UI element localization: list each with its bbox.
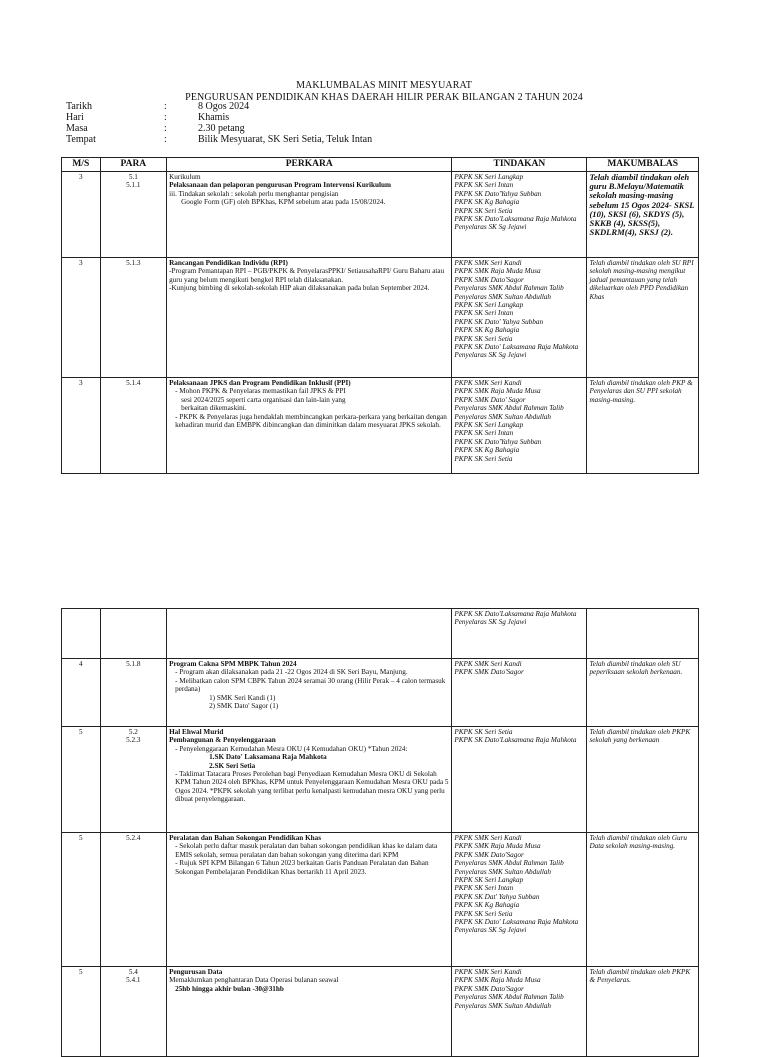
tindakan-item: PKPK SK Dato'Yahya Subban xyxy=(454,437,542,446)
para-number: 5.4.1 xyxy=(126,976,141,985)
cell-makumbalas xyxy=(587,659,699,727)
tindakan-item: PKPK SK Seri Langkap xyxy=(454,173,524,181)
tindakan-item: Penyelaras SK Sg Jejawi xyxy=(454,926,527,935)
perkara-line: iii. Tindakan sekolah : sekolah perlu menghantar pengisian xyxy=(169,189,339,198)
cell-tindakan xyxy=(452,258,587,378)
tindakan-item: Penyelaras SMK Sultan Abdullah xyxy=(454,292,552,301)
cell-ms: 3 xyxy=(62,378,101,474)
meta-colon: : xyxy=(164,101,167,112)
tindakan-item: PKPK SMK Dato'Sagor xyxy=(454,850,524,859)
perkara-line: Memaklumkan penghantaran Data Operasi bulanan seawal xyxy=(169,976,339,985)
para-number: 5.2.3 xyxy=(126,736,141,745)
perkara-line: - Taklimat Tatacara Proses Perolehan bagi Penyediaan Kemudahan Mesra OKU di Sekolah KPM Tahun 2024 oleh BPKhas, KPM untuk Penyelenggaraan Kemudahan Mesra OKU pada 5 Ogos 2024. *PKPK sekolah yang terlibat perlu kenalpasti kemudahan mesra OKU yang perlu dibuat penyelenggaraan. xyxy=(175,770,449,804)
perkara-line: - Penyelenggaraan Kemudahan Mesra OKU (4 Kemudahan OKU) *Tahun 2024: xyxy=(175,744,408,753)
cell-tindakan xyxy=(452,378,587,474)
cell-ms xyxy=(62,609,101,659)
para-number: 5.2 xyxy=(128,728,138,736)
meta-row xyxy=(66,123,372,134)
tindakan-item: Penyelaras SK Sg Jejawi xyxy=(454,223,527,232)
cell-makumbalas xyxy=(587,727,699,833)
cell-perkara xyxy=(167,967,452,1057)
tindakan-item: PKPK SK Seri Setia xyxy=(454,206,513,215)
meta-value: Bilik Mesyuarat, SK Seri Setia, Teluk Intan xyxy=(198,134,373,145)
perkara-line: 2.SK Seri Setia xyxy=(209,761,256,770)
table-header-row xyxy=(62,158,699,172)
header-perkara: PERKARA xyxy=(167,158,452,172)
cell-tindakan xyxy=(452,172,587,258)
tindakan-item: PKPK SK Seri Langkap xyxy=(454,876,524,885)
meta-row xyxy=(66,101,372,112)
cell-makumbalas xyxy=(587,378,699,474)
para-number: 5.1.3 xyxy=(126,259,141,267)
cell-para xyxy=(100,258,166,378)
makumbalas-text: Telah diambil tindakan oleh SU peperiksaan sekolah berkenaan. xyxy=(589,660,683,677)
tindakan-item: PKPK SK Kg Bahagia xyxy=(454,901,520,910)
tindakan-item: PKPK SK Dato'Yahya Subban xyxy=(454,189,542,198)
tindakan-item: PKPK SMK Seri Kandi xyxy=(454,379,522,387)
tindakan-item: PKPK SK Seri Intan xyxy=(454,181,514,190)
cell-para xyxy=(100,172,166,258)
perkara-line: Rancangan Pendidikan Individu (RPI) xyxy=(169,259,288,267)
tindakan-item: PKPK SK Seri Intan xyxy=(454,309,514,318)
cell-makumbalas xyxy=(587,609,699,659)
perkara-line: -Kunjung bimbing di sekolah-sekolah HIP akan dilaksanakan pada bulan September 2024. xyxy=(169,284,430,293)
meeting-details xyxy=(66,101,372,145)
para-number: 5.1.8 xyxy=(126,660,141,668)
tindakan-item: PKPK SK Seri Setia xyxy=(454,454,513,463)
cell-perkara xyxy=(167,609,452,659)
tindakan-item: Penyelaras SMK Sultan Abdullah xyxy=(454,867,552,876)
meta-colon: : xyxy=(164,123,167,134)
tindakan-item: PKPK SK Kg Bahagia xyxy=(454,326,520,335)
meta-value: 2.30 petang xyxy=(198,123,245,134)
perkara-line: - Mohon PKPK & Penyelaras memastikan fail JPKS & PPI xyxy=(175,387,346,396)
cell-tindakan xyxy=(452,967,587,1057)
header-para: PARA xyxy=(100,158,166,172)
cell-ms: 3 xyxy=(62,172,101,258)
perkara-line: - Program akan dilaksanakan pada 21 -22 Ogos 2024 di SK Seri Bayu, Manjung. xyxy=(175,668,408,677)
meta-colon: : xyxy=(164,112,167,123)
minutes-table-page-2 xyxy=(61,608,699,1057)
cell-ms: 4 xyxy=(62,659,101,727)
cell-perkara xyxy=(167,378,452,474)
cell-makumbalas xyxy=(587,833,699,967)
heading-line-1: MAKLUMBALAS MINIT MESYUARAT xyxy=(296,80,472,91)
page-break xyxy=(0,478,768,606)
meta-label: Masa xyxy=(66,123,88,134)
tindakan-item: PKPK SK Seri Langkap xyxy=(454,301,524,310)
perkara-line: - Melibatkan calon SPM CBPK Tahun 2024 seramai 30 orang (Hilir Perak – 4 calon termasuk perdana) xyxy=(175,676,446,694)
perkara-line: Google Form (GF) oleh BPKhas, KPM sebelum atau pada 15/08/2024. xyxy=(181,198,386,207)
makumbalas-text: Telah diambil tindakan oleh SU RPI sekolah masing-masing mengikut jadual pemantauan yang telah dikeluarkan oleh PPD Pendidikan Khas xyxy=(589,259,694,301)
tindakan-item: PKPK SK Kg Bahagia xyxy=(454,198,520,207)
perkara-line: 2) SMK Dato' Sagor (1) xyxy=(209,702,279,711)
tindakan-item: PKPK SK Kg Bahagia xyxy=(454,446,520,455)
para-number: 5.2.4 xyxy=(126,834,141,842)
para-number: 5.1.1 xyxy=(126,181,141,190)
cell-ms: 5 xyxy=(62,967,101,1057)
cell-perkara xyxy=(167,727,452,833)
cell-ms: 5 xyxy=(62,833,101,967)
header-makumbalas: MAKUMBALAS xyxy=(587,158,699,172)
cell-ms: 3 xyxy=(62,258,101,378)
meta-colon: : xyxy=(164,134,167,145)
perkara-line: Pelaksanaan dan pelaporan pengurusan Program Intervensi Kurikulum xyxy=(169,181,391,190)
cell-makumbalas xyxy=(587,967,699,1057)
para-number: 5.1.4 xyxy=(126,379,141,387)
tindakan-item: PKPK SK Dato' Laksamana Raja Mahkota xyxy=(454,918,579,927)
tindakan-item: Penyelaras SK Sg Jejawi xyxy=(454,351,527,360)
para-number: 5.4 xyxy=(128,968,138,976)
tindakan-item: PKPK SMK Dato'Sagor xyxy=(454,984,524,993)
cell-tindakan xyxy=(452,833,587,967)
cell-para xyxy=(100,727,166,833)
tindakan-item: PKPK SMK Seri Kandi xyxy=(454,968,522,976)
cell-makumbalas xyxy=(587,172,699,258)
tindakan-item: Penyelaras SMK Sultan Abdullah xyxy=(454,412,552,421)
tindakan-item: PKPK SK Seri Setia xyxy=(454,728,513,736)
tindakan-item: Penyelaras SMK Sultan Abdullah xyxy=(454,1001,552,1010)
cell-para xyxy=(100,378,166,474)
table-row xyxy=(62,727,699,833)
perkara-line: - Sekolah perlu daftar masuk peralatan dan bahan sokongan pendidikan khas ke dalam data EMIS sekolah, semua peralatan dan bahan sokongan yang diterima dari KPM xyxy=(175,842,438,859)
makumbalas-text: Telah diambil tindakan oleh PKPK & Penyelaras. xyxy=(589,968,691,985)
tindakan-item: PKPK SK Seri Intan xyxy=(454,884,514,893)
tindakan-item: PKPK SMK Seri Kandi xyxy=(454,834,522,842)
perkara-line: Program Cakna SPM MBPK Tahun 2024 xyxy=(169,660,297,668)
header-ms: M/S xyxy=(62,158,101,172)
cell-tindakan xyxy=(452,659,587,727)
makumbalas-text: Telah diambil tindakan oleh Guru Data sekolah masing-masing. xyxy=(589,834,688,851)
tindakan-item: PKPK SMK Dato' Sagor xyxy=(454,395,526,404)
cell-perkara xyxy=(167,833,452,967)
cell-ms: 5 xyxy=(62,727,101,833)
cell-perkara xyxy=(167,258,452,378)
minutes-table-page-1 xyxy=(61,157,699,474)
cell-tindakan xyxy=(452,727,587,833)
tindakan-item: PKPK SMK Raja Muda Musa xyxy=(454,267,541,276)
perkara-line: Kurikulum xyxy=(169,173,201,181)
tindakan-item: PKPK SMK Dato'Sagor xyxy=(454,668,524,677)
cell-para xyxy=(100,659,166,727)
cell-perkara xyxy=(167,172,452,258)
perkara-line: - PKPK & Penyelaras juga hendaklah membincangkan perkara-perkara yang berkaitan dengan kehadiran murid dan EMBPK dibincangkan dan diminitkan dalam mesyuarat JPKS sekolah. xyxy=(175,412,447,430)
heading-line-2: PENGURUSAN PENDIDIKAN KHAS DAERAH HILIR PERAK BILANGAN 2 TAHUN 2024 xyxy=(185,92,583,103)
tindakan-item: PKPK SMK Dato'Sagor xyxy=(454,275,524,284)
perkara-line: 1.SK Dato' Laksamana Raja Mahkota xyxy=(209,753,327,762)
meta-value: 8 Ogos 2024 xyxy=(198,101,250,112)
tindakan-item: Penyelaras SMK Abdul Rahman Talib xyxy=(454,859,564,868)
meta-label: Tempat xyxy=(66,134,96,145)
table-row xyxy=(62,172,699,258)
perkara-line: sesi 2024/2025 seperti carta organisasi dan lain-lain yang xyxy=(181,395,346,404)
table-row xyxy=(62,967,699,1057)
cell-para xyxy=(100,609,166,659)
header-tindakan: TINDAKAN xyxy=(452,158,587,172)
para-number: 5.1 xyxy=(128,173,138,181)
tindakan-item: PKPK SK Seri Langkap xyxy=(454,421,524,430)
tindakan-item: PKPK SK Dato'Laksamana Raja Mahkota xyxy=(454,736,577,745)
table-row xyxy=(62,659,699,727)
tindakan-item: PKPK SMK Seri Kandi xyxy=(454,660,522,668)
table-row xyxy=(62,378,699,474)
cell-makumbalas xyxy=(587,258,699,378)
tindakan-item: Penyelaras SMK Abdul Rahman Talib xyxy=(454,993,564,1002)
tindakan-item: Penyelaras SK Sg Jejawi xyxy=(454,618,527,627)
meta-value: Khamis xyxy=(198,112,230,123)
meta-row xyxy=(66,112,372,123)
meta-row xyxy=(66,134,372,145)
cell-para xyxy=(100,833,166,967)
perkara-line: 25hb hingga akhir bulan -30@31hb xyxy=(175,984,284,993)
perkara-line: -Program Pemantapan RPI – PGB/PKPK & PenyelarasPPKI/ SetiausahaRPI/ Guru Baharu atau guru yang belum mengikuti bengkel RPI telah dilaksanakan. xyxy=(169,267,445,284)
cell-perkara xyxy=(167,659,452,727)
meta-label: Tarikh xyxy=(66,101,92,112)
makumbalas-text: Telah diambil tindakan oleh PKP & Penyelaras dan SU PPI sekolah masing-masing. xyxy=(589,379,693,404)
table-row xyxy=(62,833,699,967)
tindakan-item: PKPK SK Seri Setia xyxy=(454,334,513,343)
tindakan-item: PKPK SK Dato'Laksamana Raja Mahkota xyxy=(454,610,577,618)
tindakan-item: PKPK SMK Raja Muda Musa xyxy=(454,976,541,985)
perkara-line: Hal Ehwal Murid xyxy=(169,728,224,736)
makumbalas-text: Telah diambil tindakan oleh PKPK sekolah yang berkenaan xyxy=(589,728,691,745)
tindakan-item: PKPK SK Dato' Yahya Subban xyxy=(454,317,544,326)
tindakan-item: PKPK SMK Seri Kandi xyxy=(454,259,522,267)
table-row xyxy=(62,258,699,378)
perkara-line: berkaitan dikemaskini. xyxy=(181,404,247,413)
tindakan-item: Penyelaras SMK Abdul Rahman Talib xyxy=(454,404,564,413)
table-row xyxy=(62,609,699,659)
tindakan-item: PKPK SMK Raja Muda Musa xyxy=(454,387,541,396)
perkara-line: - Rujuk SPI KPM Bilangan 6 Tahun 2023 berkaitan Garis Panduan Peralatan dan Bahan Sokongan Pembelajaran Pendidikan Khas bertarikh 11 April 2023. xyxy=(175,859,429,876)
cell-para xyxy=(100,967,166,1057)
tindakan-item: PKPK SK Dat' Yahya Subban xyxy=(454,892,540,901)
tindakan-item: Penyelaras SMK Abdul Rahman Talib xyxy=(454,284,564,293)
tindakan-item: PKPK SMK Raja Muda Musa xyxy=(454,842,541,851)
perkara-line: 1) SMK Seri Kandi (1) xyxy=(209,693,276,702)
perkara-line: Peralatan dan Bahan Sokongan Pendidikan Khas xyxy=(169,834,322,842)
tindakan-item: PKPK SK Seri Intan xyxy=(454,429,514,438)
perkara-line: Pembangunan & Penyelenggaraan xyxy=(169,736,276,745)
cell-tindakan xyxy=(452,609,587,659)
meta-label: Hari xyxy=(66,112,84,123)
perkara-line: Pengurusan Data xyxy=(169,968,223,976)
tindakan-item: PKPK SK Dato'Laksamana Raja Mahkota xyxy=(454,215,577,224)
perkara-line: Pelaksanaan JPKS dan Program Pendidikan Inklusif (PPI) xyxy=(169,379,351,387)
makumbalas-text: Telah diambil tindakan oleh guru B.Melayu/Matematik sekolah masing-masing sebelum 15 Ogos 2024- SKSL (10), SKSI (6), SKDYS (5), SKKB (4), SKSS(5), SKDLRM(4), SKSJ (2). xyxy=(589,172,695,238)
tindakan-item: PKPK SK Dato' Laksamana Raja Mahkota xyxy=(454,343,579,352)
tindakan-item: PKPK SK Seri Setia xyxy=(454,909,513,918)
